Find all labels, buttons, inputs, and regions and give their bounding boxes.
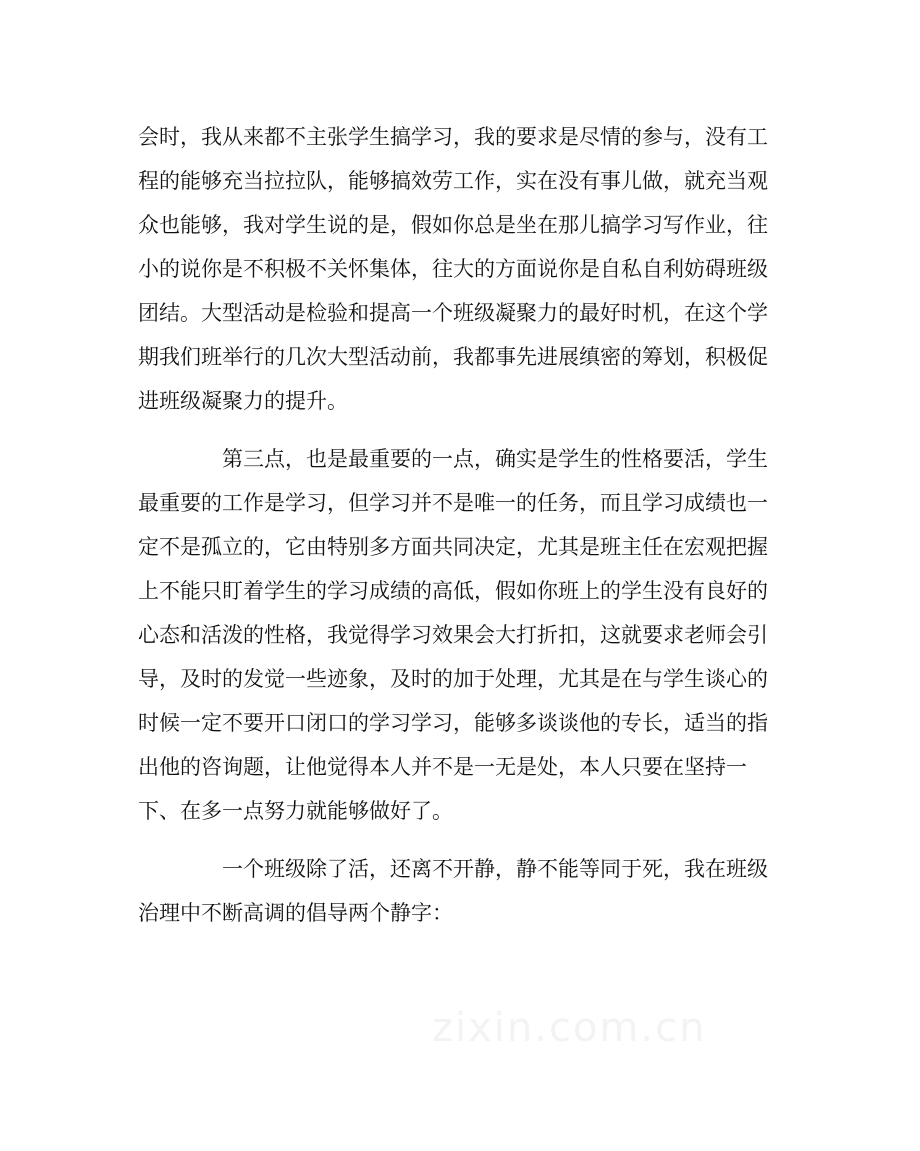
text-line: 第三点，也是最重要的一点，确实是学生的性格要活，学生 [222,447,768,471]
text-line: 小的说你是不积极不关怀集体，往大的方面说你是自私自利妨碍班级 [138,257,768,281]
text-line: 心态和活泼的性格，我觉得学习效果会大打折扣，这就要求老师会引 [138,623,768,647]
text-line: 出他的咨询题，让他觉得本人并不是一无是处，本人只要在坚持一 [138,755,747,779]
text-line: 会时，我从来都不主张学生搞学习，我的要求是尽情的参与，没有工 [138,125,768,149]
text-line: 一个班级除了活，还离不开静，静不能等同于死，我在班级 [222,857,768,881]
text-line: 团结。大型活动是检验和提高一个班级凝聚力的最好时机，在这个学 [138,301,768,325]
text-line: 治理中不断高调的倡导两个静字： [138,901,453,925]
watermark: zixin.com.cn [432,1005,707,1051]
paragraph-2 [138,442,778,828]
document-body [138,120,778,940]
paragraph-3 [138,852,778,930]
text-line: 上不能只盯着学生的学习成绩的高低，假如你班上的学生没有良好的 [138,579,768,603]
text-line: 进班级凝聚力的提升。 [138,389,348,413]
paragraph-spacer [138,838,778,852]
text-line: 下、在多一点努力就能够做好了。 [138,799,453,823]
text-line: 最重要的工作是学习，但学习并不是唯一的任务，而且学习成绩也一 [138,491,768,515]
text-line: 导，及时的发觉一些迹象，及时的加于处理，尤其是在与学生谈心的 [138,667,768,691]
paragraph-spacer [138,428,778,442]
text-line: 定不是孤立的，它由特别多方面共同决定，尤其是班主任在宏观把握 [138,535,768,559]
text-line: 期我们班举行的几次大型活动前，我都事先进展缜密的筹划，积极促 [138,345,768,369]
paragraph-1 [138,120,778,418]
text-line: 程的能够充当拉拉队，能够搞效劳工作，实在没有事儿做，就充当观 [138,169,768,193]
text-line: 时候一定不要开口闭口的学习学习，能够多谈谈他的专长，适当的指 [138,711,768,735]
text-line: 众也能够，我对学生说的是，假如你总是坐在那儿搞学习写作业，往 [138,213,768,237]
